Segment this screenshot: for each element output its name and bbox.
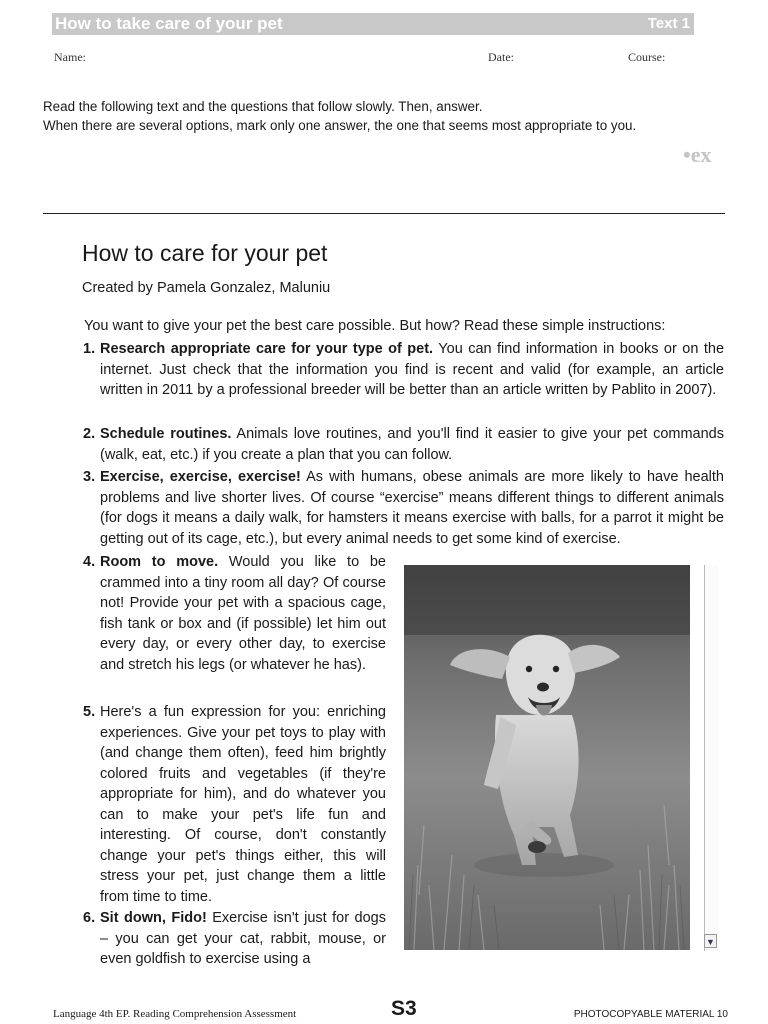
- item-heading: Sit down, Fido!: [100, 910, 207, 926]
- item-heading: Schedule routines.: [100, 426, 232, 442]
- item-text: You can find information in books or on the internet. Just check that the information you find is recent and valid (for example, an article written in 2011 by a professional breeder will be better than an article written by Pablito in 2007).: [100, 341, 725, 398]
- item-number: 4.: [83, 554, 96, 570]
- instruction-line: Read the following text and the questions that follow slowly. Then, answer.: [43, 99, 483, 114]
- instructions: [43, 97, 636, 135]
- list-item: [83, 424, 724, 465]
- article-byline: Created by Pamela Gonzalez, Maluniu: [82, 280, 331, 296]
- item-number: 1.: [83, 341, 96, 357]
- item-number: 5.: [83, 704, 96, 720]
- instruction-line: When there are several options, mark only one answer, the one that seems most appropriate to you.: [43, 118, 637, 133]
- scroll-down-arrow-icon[interactable]: ▼: [704, 934, 717, 948]
- footer-page-code: S3: [391, 997, 417, 1020]
- list-item: [83, 908, 386, 970]
- footer-material-label: PHOTOCOPYABLE MATERIAL 10: [573, 1009, 728, 1020]
- footer-assessment-label: Language 4th EP. Reading Comprehension Assessment: [53, 1008, 297, 1020]
- item-heading: Research appropriate care for your type of pet.: [100, 341, 434, 357]
- item-text: Animals love routines, and you'll find it easier to give your pet commands (walk, eat, etc.) if you create a plan that you can follow.: [100, 426, 724, 463]
- header-bar: [52, 13, 694, 35]
- item-heading: Exercise, exercise, exercise!: [100, 469, 301, 485]
- article-intro: You want to give your pet the best care possible. But how? Read these simple instructions:: [84, 318, 666, 334]
- list-item: [83, 702, 386, 907]
- scrollbar[interactable]: [704, 565, 718, 951]
- item-text: Exercise isn't just for dogs – you can get your cat, rabbit, mouse, or even goldfish to exercise using a: [100, 910, 386, 967]
- article-title: How to care for your pet: [82, 240, 328, 266]
- item-number: 6.: [83, 910, 96, 926]
- item-text: As with humans, obese animals are more likely to have health problems and live shorter lives. Of course “exercise” means different things to different animals (for dogs it means a daily walk, for hamsters it means exercise with balls, for a parrot it might be getting out of its cage, etc.), but every animal needs to get some kind of exercise.: [100, 469, 724, 547]
- item-text: Here's a fun expression for you: enriching experiences. Give your pet toys to play with (and change them often), feed him brightly colored fruits and vegetables (if they're appropriate for him), and do whatever you can to make your pet's life fun and interesting. Of course, don't constantly change your pet's things either, this will stress your pet, just change them a little from time to time.: [100, 704, 386, 905]
- publisher-logo: •ex: [683, 142, 712, 167]
- item-number: 2.: [83, 426, 96, 442]
- item-heading: Room to move.: [100, 554, 219, 570]
- list-item: [83, 339, 725, 401]
- name-field-label: Name:: [54, 50, 86, 64]
- dog-photo: [404, 565, 690, 950]
- item-text: Would you like to be crammed into a tiny room all day? Of course not! Provide your pet with a spacious cage, fish tank or box and (if possible) let him out every day, or every other day, to exercise and stretch his legs (or whatever he has).: [100, 554, 386, 673]
- divider: [43, 213, 725, 214]
- item-number: 3.: [83, 469, 96, 485]
- course-field-label: Course:: [628, 50, 666, 64]
- list-item: [83, 552, 386, 675]
- text-number-label: Text 1: [647, 15, 690, 32]
- header-title: How to take care of your pet: [55, 14, 283, 33]
- list-item: [83, 467, 724, 549]
- date-field-label: Date:: [488, 50, 514, 64]
